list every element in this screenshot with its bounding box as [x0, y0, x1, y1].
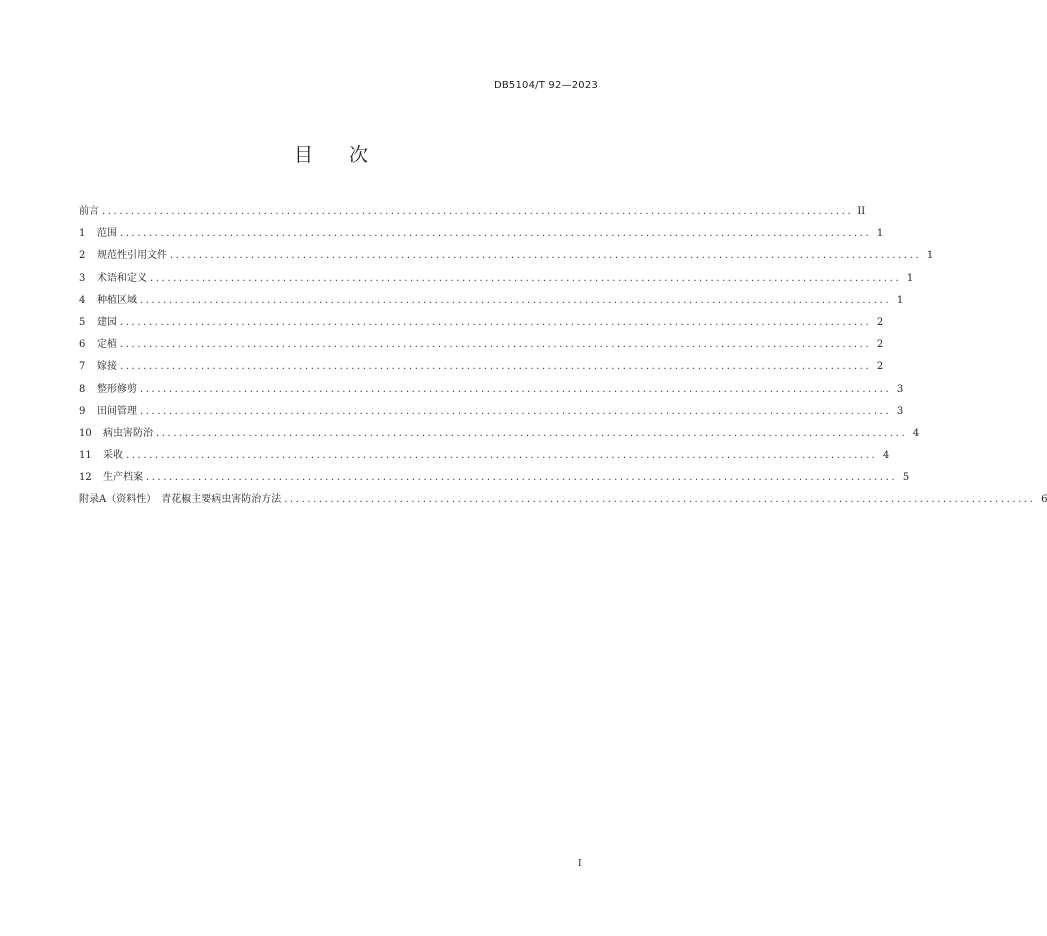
toc-entry-page: 1	[896, 294, 904, 306]
toc-leader-dots: ..................................................................................................................................	[120, 316, 872, 328]
toc-entry-number: 2	[79, 250, 86, 262]
toc-entry-page: 3	[896, 383, 904, 395]
toc-entry-label: 前言	[79, 206, 99, 217]
toc-leader-dots: ..................................................................................................................................	[120, 228, 872, 240]
toc-entry-label: 规范性引用文件	[97, 250, 167, 262]
page-title	[0, 140, 662, 167]
toc-entry-number: 3	[79, 272, 86, 284]
toc-entry-label: 田间管理	[97, 405, 137, 417]
toc-leader-dots: ..................................................................................................................................	[120, 361, 872, 373]
toc-entry-page: 4	[912, 427, 920, 439]
toc-entry-label: 嫁接	[97, 361, 117, 373]
toc-entry-number: 12	[79, 472, 92, 484]
toc-leader-dots: ..................................................................................................................................	[146, 472, 898, 484]
toc-entry-appendix-a[interactable]	[79, 490, 1047, 512]
toc-leader-dots: ..................................................................................................................................	[140, 405, 892, 417]
toc-entry-number: 8	[79, 383, 86, 395]
toc-entry-label: 附录A（资料性） 青花椒主要病虫害防治方法	[79, 494, 282, 506]
toc-entry-2[interactable]	[79, 246, 934, 268]
toc-entry-3[interactable]	[79, 269, 914, 291]
toc-entry-number: 7	[79, 361, 86, 373]
toc-entry-7[interactable]	[79, 357, 884, 379]
toc-entry-page: 5	[902, 472, 910, 484]
toc-leader-dots: ..................................................................................................................................	[170, 250, 922, 262]
toc-entry-number: 9	[79, 405, 86, 417]
toc-leader-dots: ..................................................................................................................................	[284, 494, 1036, 506]
page-number: I	[578, 859, 582, 869]
toc-entry-page: II	[857, 206, 866, 217]
toc-entry-number: 11	[79, 450, 92, 462]
toc-entry-page: 1	[926, 250, 934, 262]
table-of-contents	[79, 202, 1047, 513]
title-char-left: 目	[293, 144, 313, 166]
document-code: DB5104/T 92—2023	[493, 80, 598, 91]
toc-entry-label: 采收	[103, 450, 123, 462]
toc-entry-number: 10	[79, 427, 92, 439]
toc-entry-page: 1	[906, 272, 914, 284]
toc-entry-page: 3	[896, 405, 904, 417]
toc-entry-page: 4	[882, 450, 890, 462]
toc-entry-label: 术语和定义	[97, 272, 147, 284]
toc-entry-label: 建园	[97, 316, 117, 328]
toc-entry-11[interactable]	[79, 446, 890, 468]
toc-entry-6[interactable]	[79, 335, 884, 357]
toc-entry-number: 6	[79, 339, 86, 351]
toc-leader-dots: ..................................................................................................................................	[140, 294, 892, 306]
toc-entry-page: 2	[876, 339, 884, 351]
toc-entry-5[interactable]	[79, 313, 884, 335]
title-char-right: 次	[349, 144, 369, 166]
toc-leader-dots: ..................................................................................................................................	[140, 383, 892, 395]
toc-leader-dots: ..................................................................................................................................	[126, 450, 878, 462]
toc-entry-8[interactable]	[79, 380, 904, 402]
toc-entry-page: 2	[876, 316, 884, 328]
toc-entry-12[interactable]	[79, 468, 910, 490]
toc-leader-dots: ..................................................................................................................................	[120, 339, 872, 351]
toc-entry-number: 5	[79, 316, 86, 328]
toc-entry-foreword[interactable]	[79, 202, 866, 224]
toc-entry-label: 范围	[97, 228, 117, 240]
toc-entry-page: 2	[876, 361, 884, 373]
toc-entry-10[interactable]	[79, 424, 920, 446]
toc-entry-page: 1	[876, 228, 884, 240]
toc-leader-dots: ..................................................................................................................................	[156, 427, 908, 439]
toc-entry-label: 生产档案	[103, 472, 143, 484]
toc-leader-dots: ..................................................................................................................................	[102, 206, 854, 217]
toc-entry-label: 定植	[97, 339, 117, 351]
toc-entry-9[interactable]	[79, 402, 904, 424]
toc-entry-1[interactable]	[79, 224, 884, 246]
toc-entry-number: 4	[79, 294, 86, 306]
toc-entry-label: 种植区域	[97, 294, 137, 306]
toc-leader-dots: ..................................................................................................................................	[150, 272, 902, 284]
toc-entry-label: 整形修剪	[97, 383, 137, 395]
toc-entry-4[interactable]	[79, 291, 904, 313]
toc-entry-page: 6	[1041, 494, 1047, 506]
toc-entry-number: 1	[79, 228, 86, 240]
toc-entry-label: 病虫害防治	[103, 427, 153, 439]
